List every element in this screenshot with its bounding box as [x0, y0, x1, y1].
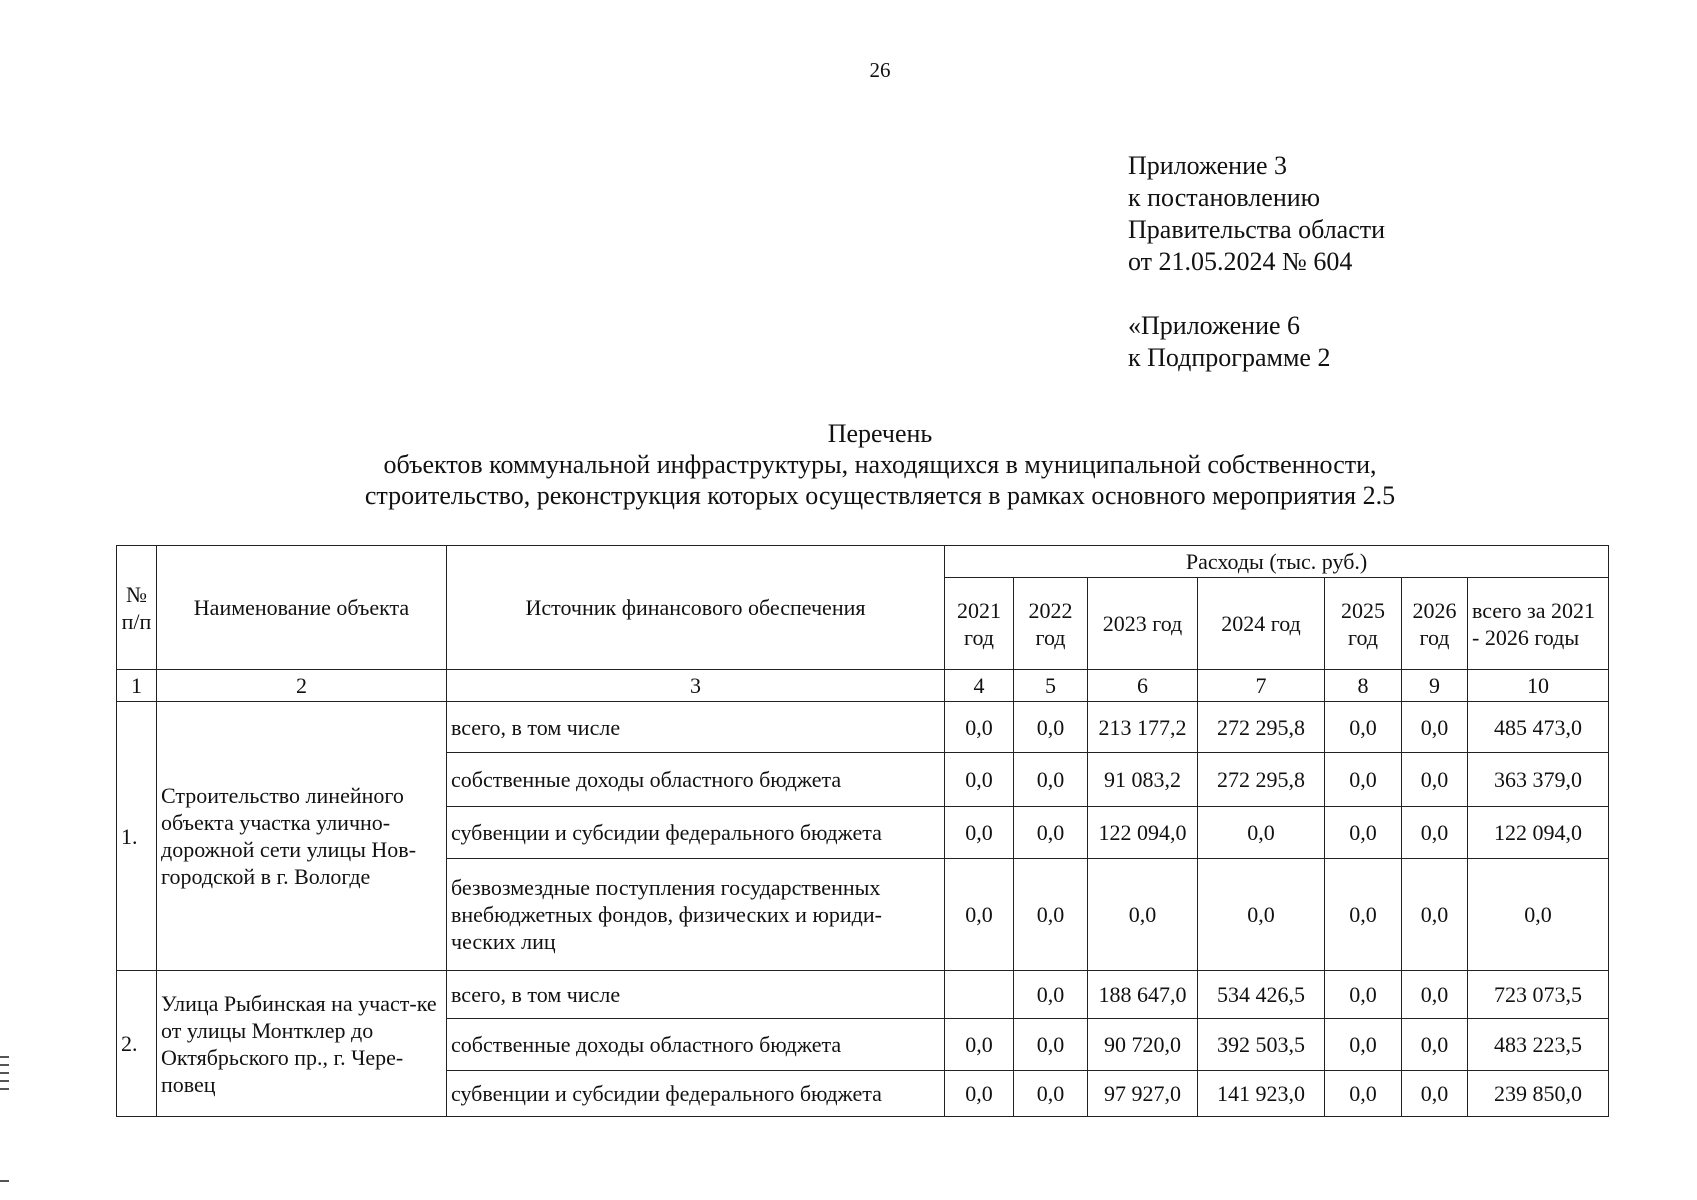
value-cell: 392 503,5 [1198, 1019, 1325, 1071]
column-number: 2 [157, 670, 447, 702]
header-year: 2021 год [945, 578, 1014, 670]
value-cell: 0,0 [1325, 807, 1402, 859]
column-number: 9 [1402, 670, 1468, 702]
value-cell: 0,0 [1402, 971, 1468, 1019]
value-cell: 122 094,0 [1088, 807, 1198, 859]
value-cell: 0,0 [1402, 1071, 1468, 1117]
source-cell: безвозмездные поступления государственных внебюджетных фондов, физических и юриди-ческих лиц [447, 859, 945, 971]
value-cell: 0,0 [1325, 1071, 1402, 1117]
column-number: 5 [1014, 670, 1088, 702]
value-cell: 0,0 [1325, 702, 1402, 753]
value-cell: 483 223,5 [1468, 1019, 1609, 1071]
appendix-line: к Подпрограмме 2 [1128, 343, 1331, 372]
object-name: Улица Рыбинская на участ-ке от улицы Монтклер до Октябрьского пр., г. Чере-повец [157, 971, 447, 1117]
column-number: 7 [1198, 670, 1325, 702]
object-number: 2. [117, 971, 157, 1117]
value-cell: 723 073,5 [1468, 971, 1609, 1019]
appendix-line: Правительства области [1128, 215, 1386, 244]
object-number: 1. [117, 702, 157, 971]
value-cell: 0,0 [945, 753, 1014, 807]
value-cell: 0,0 [1014, 702, 1088, 753]
objects-table [116, 545, 1609, 1117]
table-row [117, 702, 1609, 753]
value-cell: 0,0 [945, 807, 1014, 859]
value-cell: 141 923,0 [1198, 1071, 1325, 1117]
value-cell: 0,0 [1402, 807, 1468, 859]
value-cell [945, 971, 1014, 1019]
source-cell: всего, в том числе [447, 971, 945, 1019]
value-cell: 90 720,0 [1088, 1019, 1198, 1071]
value-cell: 0,0 [945, 1019, 1014, 1071]
page-number: 26 [869, 58, 891, 82]
header-source: Источник финансового обеспечения [447, 546, 945, 670]
header-expenses: Расходы (тыс. руб.) [945, 546, 1609, 578]
value-cell: 0,0 [1014, 807, 1088, 859]
value-cell: 0,0 [1014, 1019, 1088, 1071]
title-heading: Перечень [827, 419, 933, 448]
value-cell: 272 295,8 [1198, 702, 1325, 753]
value-cell: 0,0 [1402, 859, 1468, 971]
title-line: строительство, реконструкция которых осуществляется в рамках основного мероприятия 2.5 [364, 481, 1396, 510]
column-number: 1 [117, 670, 157, 702]
value-cell: 0,0 [945, 1071, 1014, 1117]
value-cell: 0,0 [1014, 753, 1088, 807]
value-cell: 0,0 [1468, 859, 1609, 971]
value-cell: 0,0 [1014, 971, 1088, 1019]
value-cell: 122 094,0 [1468, 807, 1609, 859]
appendix-line: Приложение 3 [1128, 151, 1288, 180]
source-cell: собственные доходы областного бюджета [447, 753, 945, 807]
scan-mark [0, 1088, 9, 1090]
source-cell: собственные доходы областного бюджета [447, 1019, 945, 1071]
scan-mark [0, 1064, 9, 1066]
column-number: 3 [447, 670, 945, 702]
header-year: 2023 год [1088, 578, 1198, 670]
table-row [117, 971, 1609, 1019]
value-cell: 0,0 [1402, 1019, 1468, 1071]
value-cell: 0,0 [1402, 753, 1468, 807]
column-number: 10 [1468, 670, 1609, 702]
value-cell: 534 426,5 [1198, 971, 1325, 1019]
document-title [0, 418, 1697, 511]
value-cell: 0,0 [1014, 859, 1088, 971]
appendix-line: «Приложение 6 [1128, 311, 1301, 340]
header-year: 2025 год [1325, 578, 1402, 670]
value-cell: 213 177,2 [1088, 702, 1198, 753]
column-number: 4 [945, 670, 1014, 702]
appendix-line: к постановлению [1128, 183, 1321, 212]
source-cell: субвенции и субсидии федерального бюджета [447, 1071, 945, 1117]
value-cell: 91 083,2 [1088, 753, 1198, 807]
value-cell: 0,0 [1325, 753, 1402, 807]
scan-mark [0, 1080, 9, 1082]
source-cell: всего, в том числе [447, 702, 945, 753]
column-number: 6 [1088, 670, 1198, 702]
value-cell: 0,0 [945, 859, 1014, 971]
value-cell: 0,0 [1198, 859, 1325, 971]
value-cell: 239 850,0 [1468, 1071, 1609, 1117]
header-name: Наименование объекта [157, 546, 447, 670]
value-cell: 485 473,0 [1468, 702, 1609, 753]
scan-mark [0, 1056, 9, 1058]
value-cell: 0,0 [1325, 1019, 1402, 1071]
value-cell: 97 927,0 [1088, 1071, 1198, 1117]
value-cell: 0,0 [1014, 1071, 1088, 1117]
column-number: 8 [1325, 670, 1402, 702]
value-cell: 188 647,0 [1088, 971, 1198, 1019]
appendix-block [1128, 150, 1385, 374]
title-line: объектов коммунальной инфраструктуры, находящихся в муниципальной собственности, [383, 450, 1377, 479]
source-cell: субвенции и субсидии федерального бюджета [447, 807, 945, 859]
value-cell: 0,0 [1325, 859, 1402, 971]
value-cell: 363 379,0 [1468, 753, 1609, 807]
value-cell: 0,0 [1402, 702, 1468, 753]
scan-mark [0, 1072, 9, 1074]
value-cell: 0,0 [1088, 859, 1198, 971]
appendix-line: от 21.05.2024 № 604 [1128, 247, 1353, 276]
value-cell: 0,0 [1325, 971, 1402, 1019]
header-num: № п/п [117, 546, 157, 670]
header-total: всего за 2021 - 2026 годы [1468, 578, 1609, 670]
object-name: Строительство линейного объекта участка улично-дорожной сети улицы Нов-городской в г. Вологде [157, 702, 447, 971]
value-cell: 0,0 [945, 702, 1014, 753]
scan-mark [0, 1180, 9, 1182]
header-year: 2026 год [1402, 578, 1468, 670]
value-cell: 272 295,8 [1198, 753, 1325, 807]
header-year: 2024 год [1198, 578, 1325, 670]
value-cell: 0,0 [1198, 807, 1325, 859]
header-year: 2022 год [1014, 578, 1088, 670]
